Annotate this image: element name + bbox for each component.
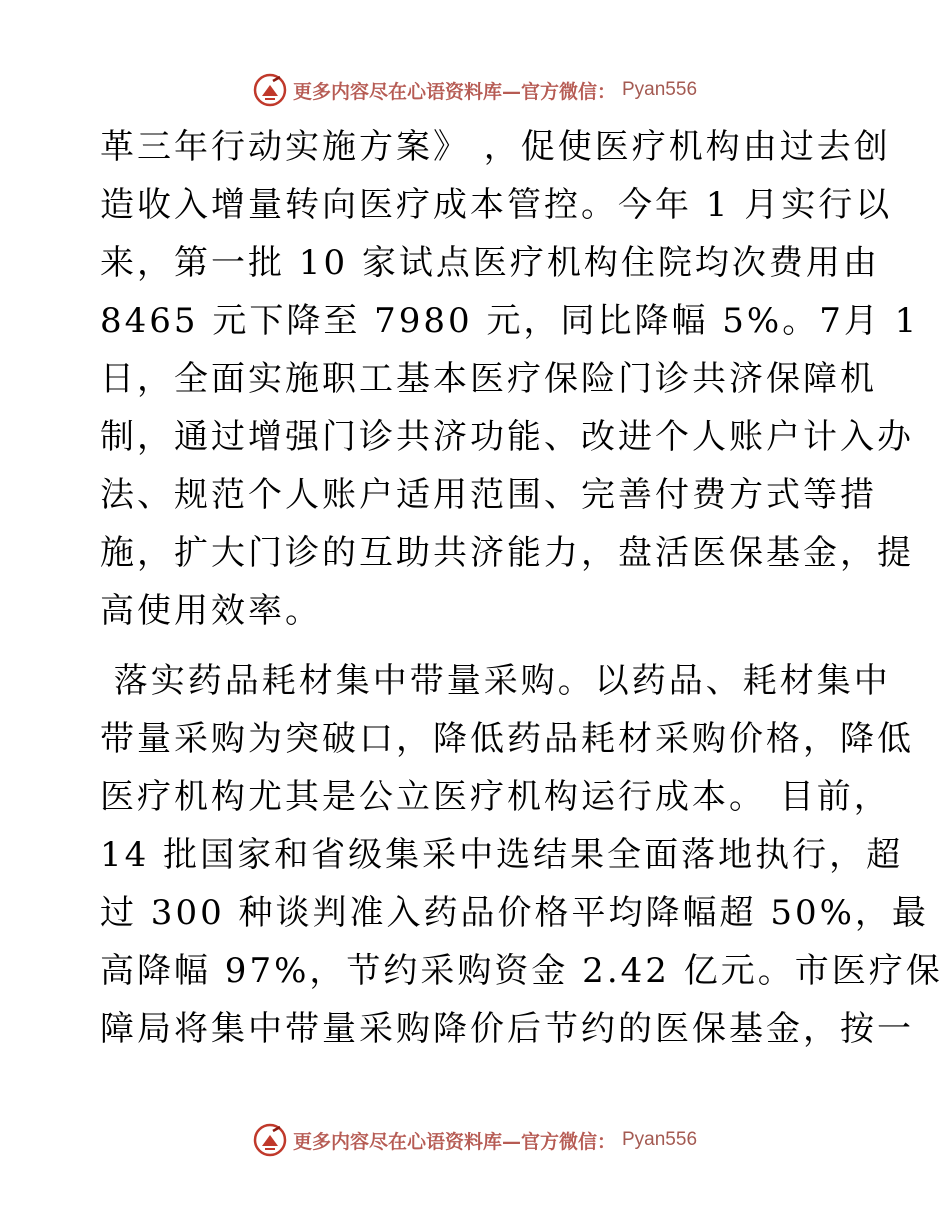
paragraph-2 [100,652,943,1058]
red-book-pen-logo-icon [253,73,287,107]
text-line: 过 300 种谈判准入药品价格平均降幅超 50%，最 [100,893,929,933]
text-line: 医疗机构尤其是公立医疗机构运行成本。 目前， [100,777,891,817]
red-book-pen-logo-icon [253,1123,287,1157]
text-line: 施，扩大门诊的互助共济能力，盘活医保基金，提 [100,533,914,573]
footer-banner-text: 更多内容尽在心语资料库—官方微信： [292,1130,616,1153]
paragraph-1 [100,118,920,640]
text-line: 日，全面实施职工基本医疗保险门诊共济保障机 [100,359,877,399]
header-banner-text: 更多内容尽在心语资料库—官方微信： [292,80,616,103]
footer-wechat-id: Pyan556 [622,1129,698,1150]
text-line: 来，第一批 10 家试点医疗机构住院均次费用由 [100,243,880,283]
text-line: 高使用效率。 [100,591,322,631]
text-line: 高降幅 97%，节约采购资金 2.42 亿元。市医疗保 [100,951,943,991]
text-line: 造收入增量转向医疗成本管控。今年 1 月实行以 [100,185,893,225]
text-line: 带量采购为突破口，降低药品耗材采购价格，降低 [100,719,914,759]
text-line: 制，通过增强门诊共济功能、改进个人账户计入办 [100,417,914,457]
text-line: 8465 元下降至 7980 元，同比降幅 5%。7月 1 [100,301,920,341]
header-banner [0,70,950,110]
text-line: 14 批国家和省级集采中选结果全面落地执行，超 [100,835,904,875]
text-line: 法、规范个人账户适用范围、完善付费方式等措 [100,475,877,515]
header-wechat-id: Pyan556 [622,79,698,100]
body-text [100,118,943,1058]
text-line: 落实药品耗材集中带量采购。以药品、耗材集中 [100,661,891,701]
text-line: 障局将集中带量采购降价后节约的医保基金，按一 [100,1009,914,1049]
footer-banner [0,1120,950,1160]
text-line: 革三年行动实施方案》 ，促使医疗机构由过去创 [100,127,891,167]
